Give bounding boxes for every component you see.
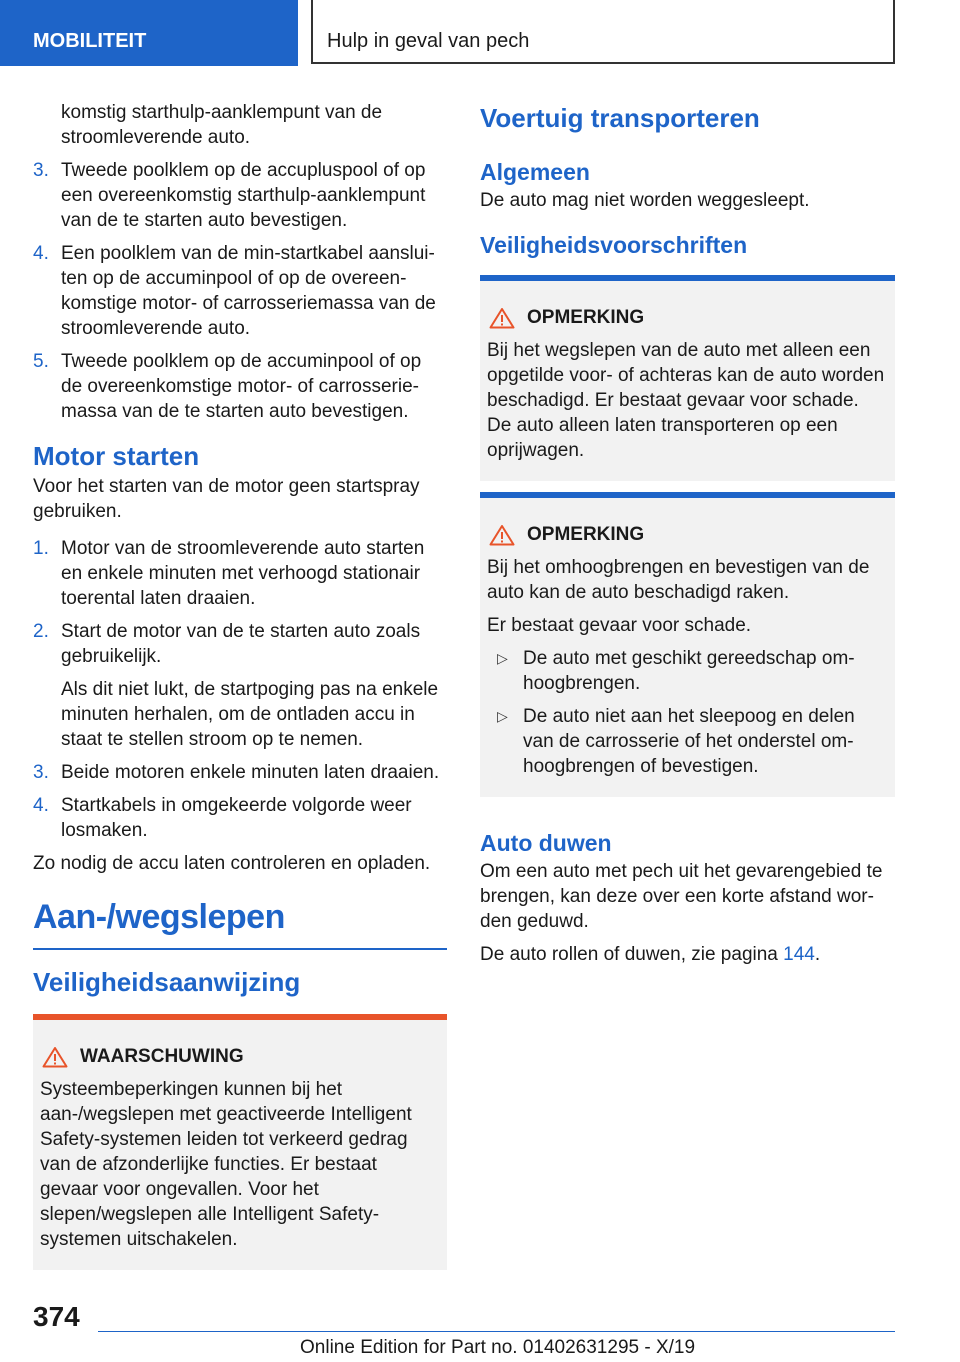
chapter-title: Hulp in geval van pech	[311, 0, 895, 64]
step-text: Tweede poolklem op de accupluspool of op een overeenkomstig starthulp-aanklempunt van de te starten auto bevestigen.	[61, 160, 426, 231]
step-number: 4.	[33, 243, 49, 264]
step-number: 1.	[33, 538, 49, 559]
step-item	[33, 760, 447, 785]
notice-title	[487, 305, 888, 330]
push-text: Om een auto met pech uit het gevarengebied te brengen, kan deze over een korte afstand worden geduwd.	[480, 861, 883, 932]
left-column	[33, 100, 447, 1270]
step-item	[33, 158, 447, 233]
page-header	[0, 0, 960, 66]
step-item	[33, 793, 447, 843]
motor-intro: Voor het starten van de motor geen startspray gebruiken.	[33, 476, 420, 522]
warning-triangle-icon	[489, 524, 515, 546]
step-number: 3.	[33, 762, 49, 783]
step-item	[33, 536, 447, 611]
push-ref-suffix: .	[814, 944, 821, 965]
notice-title	[487, 522, 888, 547]
push-heading: Auto duwen	[480, 830, 612, 856]
step-text: Een poolklem van de min-startkabel aansluiten op de accuminpool of op de overeenkomstige motor- of carrosseriemassa van de stroomleverende auto.	[61, 243, 436, 339]
triangle-right-icon: ▷	[497, 708, 508, 724]
step-extra-text: Als dit niet lukt, de startpoging pas na enkele minuten herhalen, om de ontladen accu in staat te stellen stroom op te nemen.	[61, 679, 439, 750]
triangle-right-icon: ▷	[497, 650, 508, 666]
footer-edition: Online Edition for Part no. 01402631295 - X/19	[300, 1337, 696, 1358]
step-body	[61, 619, 447, 752]
page-link[interactable]: 144	[783, 944, 815, 965]
step-text: Beide motoren enkele minuten laten draaien.	[61, 762, 440, 783]
rules-heading: Veiligheidsvoorschriften	[480, 232, 748, 258]
notice-text: Bij het wegslepen van de auto met alleen een opgetilde voor- of achteras kan de auto worden beschadigd. Er bestaat gevaar voor schade. De auto alleen laten transporteren op een oprijwagen.	[487, 340, 885, 461]
warning-triangle-icon	[42, 1046, 68, 1068]
list-item	[487, 646, 888, 696]
list-item-text: De auto met geschikt gereedschap omhoogbrengen.	[523, 648, 855, 694]
step-number: 5.	[33, 351, 49, 372]
list-item	[487, 704, 888, 779]
step-number: 2.	[33, 621, 49, 642]
motor-outro: Zo nodig de accu laten controleren en opladen.	[33, 853, 431, 874]
general-heading: Algemeen	[480, 159, 590, 185]
step-text: Startkabels in omgekeerde volgorde weer losmaken.	[61, 795, 412, 841]
warning-box	[33, 1014, 447, 1270]
warning-text: Systeembeperkingen kunnen bij het aan-/wegslepen met geactiveerde Intelligent Safety-systemen leiden tot verkeerd gedrag van de afzonderlijke functies. Er bestaat gevaar voor ongevallen. Voor het slepen/wegslepen alle Intelligent Safety-systemen uitschakelen.	[40, 1079, 412, 1250]
warning-triangle-icon	[489, 307, 515, 329]
step-number: 4.	[33, 795, 49, 816]
footer-divider	[98, 1331, 895, 1332]
warning-title-text: WAARSCHUWING	[80, 1046, 244, 1067]
warning-title	[40, 1044, 440, 1069]
push-reference	[480, 942, 895, 967]
notice-box	[480, 492, 895, 797]
towing-heading: Aan-/wegslepen	[33, 894, 447, 950]
step-text: Start de motor van de te starten auto zoals gebruikelijk.	[61, 621, 421, 667]
transport-heading: Voertuig transporteren	[480, 103, 760, 133]
page-number: 374	[33, 1301, 80, 1332]
step-number: 3.	[33, 160, 49, 181]
notice-text: Bij het omhoogbrengen en bevestigen van de auto kan de auto beschadigd raken.	[487, 557, 870, 603]
notice-box	[480, 275, 895, 481]
notice-title-text: OPMERKING	[527, 307, 645, 328]
step-text: Motor van de stroomleverende auto starten en enkele minuten met verhoogd stationair toerental laten draaien.	[61, 538, 425, 609]
notice-title-text: OPMERKING	[527, 524, 645, 545]
general-text: De auto mag niet worden weggesleept.	[480, 190, 810, 211]
motor-start-heading: Motor starten	[33, 441, 200, 471]
notice-text: Er bestaat gevaar voor schade.	[487, 615, 752, 636]
step-text: Tweede poolklem op de accuminpool of op de overeenkomstige motor- of carrosseriemassa van de te starten auto bevestigen.	[61, 351, 422, 422]
continued-text: komstig starthulp-aanklempunt van de stroomleverende auto.	[61, 102, 383, 148]
right-column	[480, 100, 895, 975]
safety-heading: Veiligheidsaanwijzing	[33, 967, 301, 997]
step-item	[33, 241, 447, 341]
push-ref-text: De auto rollen of duwen, zie pagina	[480, 944, 784, 965]
step-item	[33, 619, 447, 752]
section-tab: MOBILITEIT	[0, 0, 298, 66]
step-item	[33, 349, 447, 424]
list-item-text: De auto niet aan het sleepoog en delen van de carrosserie of het onderstel omhoogbrengen of bevestigen.	[523, 706, 855, 777]
